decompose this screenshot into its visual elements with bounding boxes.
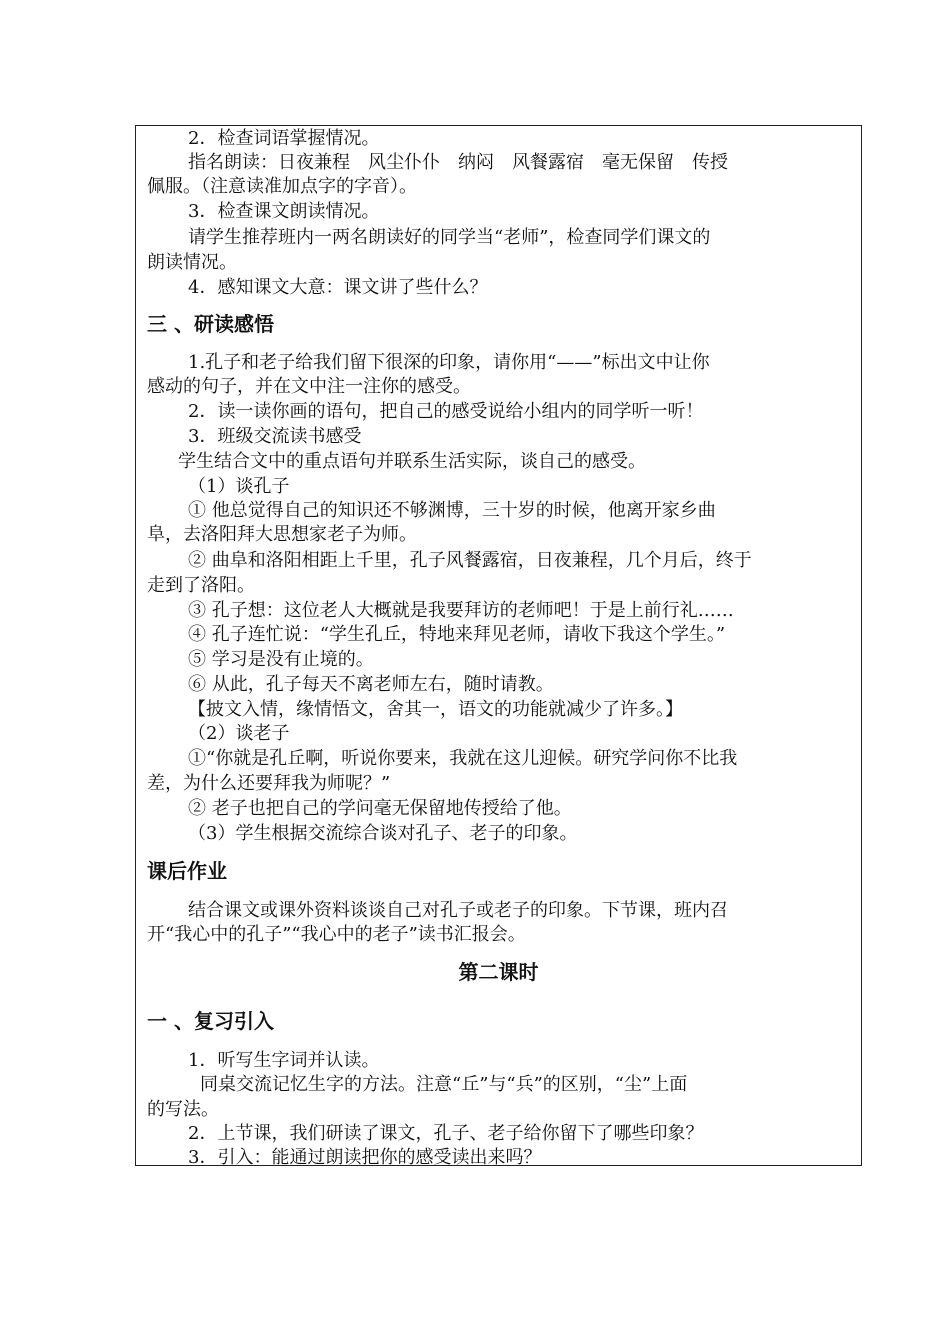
text-line: 2．上节课，我们研读了课文，孔子、老子给你留下了哪些印象？ [188,1123,704,1144]
lesson-title: 第二课时 [458,960,539,984]
text-line: 学生结合文中的重点语句并联系生活实际，谈自己的感受。 [178,451,646,472]
text-line: ①“你就是孔丘啊，听说你要来，我就在这儿迎候。研究学问你不比我 [188,748,738,769]
text-line: 走到了洛阳。 [147,575,255,596]
text-line: ② 老子也把自己的学问毫无保留地传授给了他。 [188,798,572,819]
text-line: 3．引入：能通过朗读把你的感受读出来吗？ [188,1147,542,1168]
text-line: 3．检查课文朗读情况。 [188,201,380,222]
text-line: （3）学生根据交流综合谈对孔子、老子的印象。 [188,823,578,844]
text-line: 阜，去洛阳拜大思想家老子为师。 [147,524,417,545]
text-line: 3．班级交流读书感受 [188,426,362,447]
text-line: ⑥ 从此，孔子每天不离老师左右，随时请教。 [188,674,554,695]
text-line: 指名朗读：日夜兼程 风尘仆仆 纳闷 风餐露宿 毫无保留 传授 [188,152,728,173]
text-line: 请学生推荐班内一两名朗读好的同学当“老师”，检查同学们课文的 [188,227,711,248]
text-line: ② 曲阜和洛阳相距上千里，孔子风餐露宿，日夜兼程，几个月后，终于 [188,550,752,571]
text-line: 开“我心中的孔子”“我心中的老子”读书汇报会。 [147,924,526,945]
text-line: 的写法。 [147,1099,219,1120]
text-line: 4．感知课文大意：课文讲了些什么？ [188,277,488,298]
text-line: ⑤ 学习是没有止境的。 [188,649,374,670]
text-line: 同桌交流记忆生字的方法。注意“丘”与“兵”的区别，“尘”上面 [200,1074,688,1095]
text-line: ① 他总觉得自己的知识还不够渊博，三十岁的时候，他离开家乡曲 [188,500,716,521]
text-line: 差，为什么还要拜我为师呢？” [147,773,391,794]
section-heading: 课后作业 [147,859,227,883]
text-line: ④ 孔子连忙说：“学生孔丘，特地来拜见老师，请收下我这个学生。” [188,624,726,645]
text-line: 感动的句子，并在文中注一注你的感受。 [147,376,471,397]
text-line: 结合课文或课外资料谈谈自己对孔子或老子的印象。下节课，班内召 [188,900,728,921]
text-line: 1．听写生字词并认读。 [188,1050,380,1071]
text-line: 1.孔子和老子给我们留下很深的印象，请你用“——”标出文中让你 [188,352,710,373]
section-heading: 三 、研读感悟 [147,312,274,336]
text-line: 佩服。（注意读准加点字的字音）。 [147,176,417,197]
text-line: 【披文入情，缘情悟文，舍其一，语文的功能就减少了许多。】 [188,699,683,720]
section-heading: 一 、复习引入 [147,1009,274,1033]
text-line: 2．检查词语掌握情况。 [188,128,380,149]
text-line: （2）谈老子 [188,723,290,744]
text-line: 朗读情况。 [147,252,237,273]
text-line: （1）谈孔子 [188,476,290,497]
text-line: ③ 孔子想：这位老人大概就是我要拜访的老师吧！于是上前行礼…… [188,600,734,621]
text-line: 2．读一读你画的语句，把自己的感受说给小组内的同学听一听！ [188,401,704,422]
